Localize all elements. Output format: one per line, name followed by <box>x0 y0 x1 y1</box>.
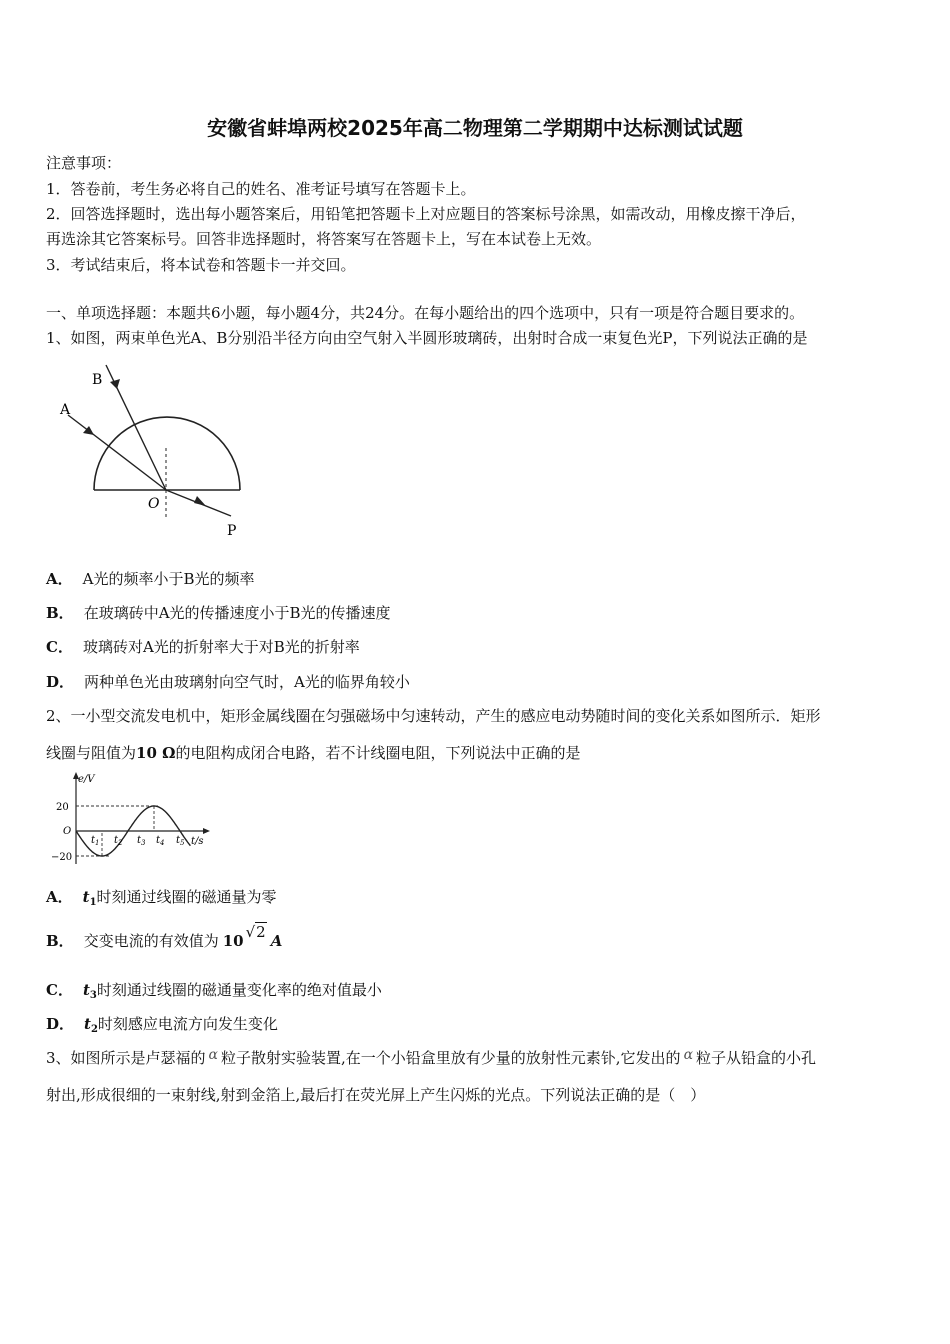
q2-option-b: B． 交变电流的有效值为 10 √2 A <box>46 923 283 950</box>
q1-stem: 1、如图，两束单色光A、B分别沿半径方向由空气射入半圆形玻璃砖，出射时合成一束复色光P，下列说法正确的是 <box>46 329 808 347</box>
x-tick-t4: $t_4$ <box>156 835 165 847</box>
label-o: O <box>148 496 160 512</box>
x-axis-label: t/s <box>191 836 204 847</box>
x-tick-t2: $t_2$ <box>114 835 123 847</box>
q2-option-a: A． $t_1$时刻通过线圈的磁通量为零 <box>46 888 277 908</box>
notice-item-2: 2．回答选择题时，选出每小题答案后，用铅笔把答题卡上对应题目的答案标号涂黑，如需改动，用橡皮擦干净后， <box>46 205 806 223</box>
q1-option-a: A． A光的频率小于B光的频率 <box>46 570 255 588</box>
q2-option-c: C． $t_3$时刻通过线圈的磁通量变化率的绝对值最小 <box>46 981 382 1001</box>
label-b: B <box>92 372 103 388</box>
q3-stem-line1: 3、如图所示是卢瑟福的 α 粒子散射实验装置,在一个小铅盒里放有少量的放射性元素钋,它发出的 α 粒子从铅盒的小孔 <box>46 1047 817 1067</box>
x-axis-arrow <box>203 828 210 834</box>
q1-option-b: B． 在玻璃砖中A光的传播速度小于B光的传播速度 <box>46 604 391 622</box>
ray-p-arrow <box>194 496 206 506</box>
q3-stem-line2: 射出,形成很细的一束射线,射到金箔上,最后打在荧光屏上产生闪烁的光点。下列说法正确的是（ ） <box>46 1086 706 1104</box>
x-tick-t5: $t_5$ <box>176 835 185 847</box>
notice-heading: 注意事项： <box>46 154 122 172</box>
y-tick-20: 20 <box>56 802 69 813</box>
section-heading: 一、单项选择题：本题共6小题，每小题4分，共24分。在每小题给出的四个选项中，只有一项是符合题目要求的。 <box>46 304 805 322</box>
y-tick-0: O <box>63 826 72 837</box>
semicircle-arc <box>94 417 240 490</box>
q2-option-d: D． $t_2$时刻感应电流方向发生变化 <box>46 1015 278 1035</box>
ray-a <box>68 415 166 490</box>
label-a: A <box>60 402 71 418</box>
notice-item-1: 1．答卷前，考生务必将自己的姓名、准考证号填写在答题卡上。 <box>46 180 476 198</box>
sqrt-symbol: √2 <box>245 923 266 941</box>
ray-b-arrow <box>110 379 120 389</box>
y-axis-label: e/V <box>78 774 95 785</box>
q2-stem-line1: 2、一小型交流发电机中，矩形金属线圈在匀强磁场中匀速转动，产生的感应电动势随时间的变化关系如图所示．矩形 <box>46 707 821 725</box>
q1-option-d: D． 两种单色光由玻璃射向空气时，A光的临界角较小 <box>46 673 410 691</box>
q2-stem-line2: 线圈与阻值为10 Ω的电阻构成闭合电路，若不计线圈电阻，下列说法中正确的是 <box>46 744 581 762</box>
y-tick-minus20: −20 <box>51 852 73 863</box>
page-title: 安徽省蚌埠两校2025年高二物理第二学期期中达标测试试题 <box>207 116 743 140</box>
q2-chart <box>46 768 216 868</box>
q1-option-c: C． 玻璃砖对A光的折射率大于对B光的折射率 <box>46 638 360 656</box>
notice-item-2-cont: 再选涂其它答案标号。回答非选择题时，将答案写在答题卡上，写在本试卷上无效。 <box>46 230 602 248</box>
label-p: P <box>227 523 237 539</box>
notice-item-3: 3．考试结束后，将本试卷和答题卡一并交回。 <box>46 256 356 274</box>
x-tick-t1: $t_1$ <box>91 835 100 847</box>
q1-figure <box>46 360 266 545</box>
x-tick-t3: $t_3$ <box>137 835 146 847</box>
